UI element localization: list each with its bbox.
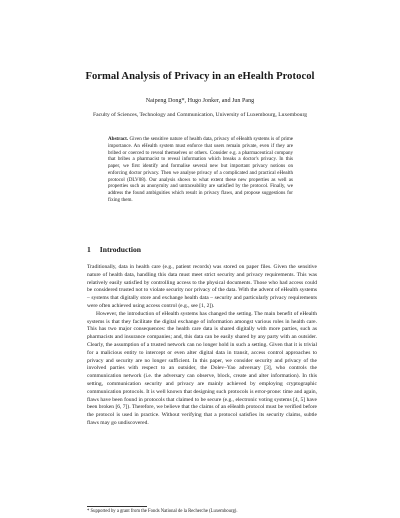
section-number: 1	[87, 245, 91, 254]
paragraph: Traditionally, data in health care (e.g., patient records) was stored on paper files. Given the sensitive nature of health data, handling this data must meet strict security and privacy requirements. This was relatively easily satisfied by controlling access to the physical documents. Those who had access could be considered trusted not to violate security nor privacy of the data. With the advent of eHealth systems – systems that digitally store and exchange health data – security and particularly privacy requirements were often achieved using access control (e.g., see [1, 2]).	[87, 264, 317, 309]
paper-authors: Naipeng Dong*, Hugo Jonker, and Jun Pang	[145, 98, 255, 104]
section-body	[87, 264, 317, 428]
abstract	[108, 136, 293, 204]
section-heading	[87, 245, 141, 254]
abstract-text: Given the sensitive nature of health data, privacy of eHealth systems is of prime importance. An eHealth system must enforce that users remain private, even if they are bribed or coerced to reveal themselves or others. Consider e.g. a pharmaceutical company that bribes a pharmacist to reveal information which breaks a doctor's privacy. In this paper, we first identify and formalise several new but important privacy notions on enforcing doctor privacy. Then we analyse privacy of a complicated and practical eHealth protocol (DLV08). Our analysis shows to what extent these new properties as well as properties such as anonymity and untraceability are satisfied by the protocol. Finally, we address the found ambiguities which result in privacy flaws, and propose suggestions for fixing them.	[108, 136, 293, 203]
footnote-divider	[87, 506, 147, 507]
paper-affiliation: Faculty of Sciences, Technology and Communication, University of Luxembourg, Luxembourg	[93, 112, 307, 118]
paper-title: Formal Analysis of Privacy in an eHealth Protocol	[85, 71, 315, 82]
footnote: * Supported by a grant from the Fonds National de la Recherche (Luxembourg).	[87, 509, 238, 514]
abstract-label: Abstract.	[108, 136, 129, 142]
section-title: Introduction	[99, 245, 142, 254]
paragraph: However, the introduction of eHealth systems has changed the setting. The main benefit of eHealth systems is that they facilitate the digital exchange of information amongst various roles in health care. This has two major consequences: the health care data is shared digitally with more parties, such as pharmacists and insurance companies; and, this data can be easily shared by any party with an outsider. Clearly, the assumption of a trusted network can no longer hold in such a setting. Given that it is trivial for a malicious entity to intercept or even alter digital data in transit, access control approaches to privacy and security are no longer sufficient. In this paper, we consider security and privacy of the involved parties with respect to an outsider, the Dolev–Yao adversary [3], who controls the communication network (i.e. the adversary can observe, block, create and alter information). In this setting, communication security and privacy are mainly achieved by employing cryptographic communication protocols. It is well known that designing such protocols is error-prone: time and again, flaws have been found in protocols that claimed to be secure (e.g., electronic voting systems [4, 5] have been broken [6, 7]). Therefore, we believe that the claims of an eHealth protocol must be verified before the protocol is used in practice. Without verifying that a protocol satisfies its security claims, subtle flaws may go undiscovered.	[87, 310, 317, 426]
